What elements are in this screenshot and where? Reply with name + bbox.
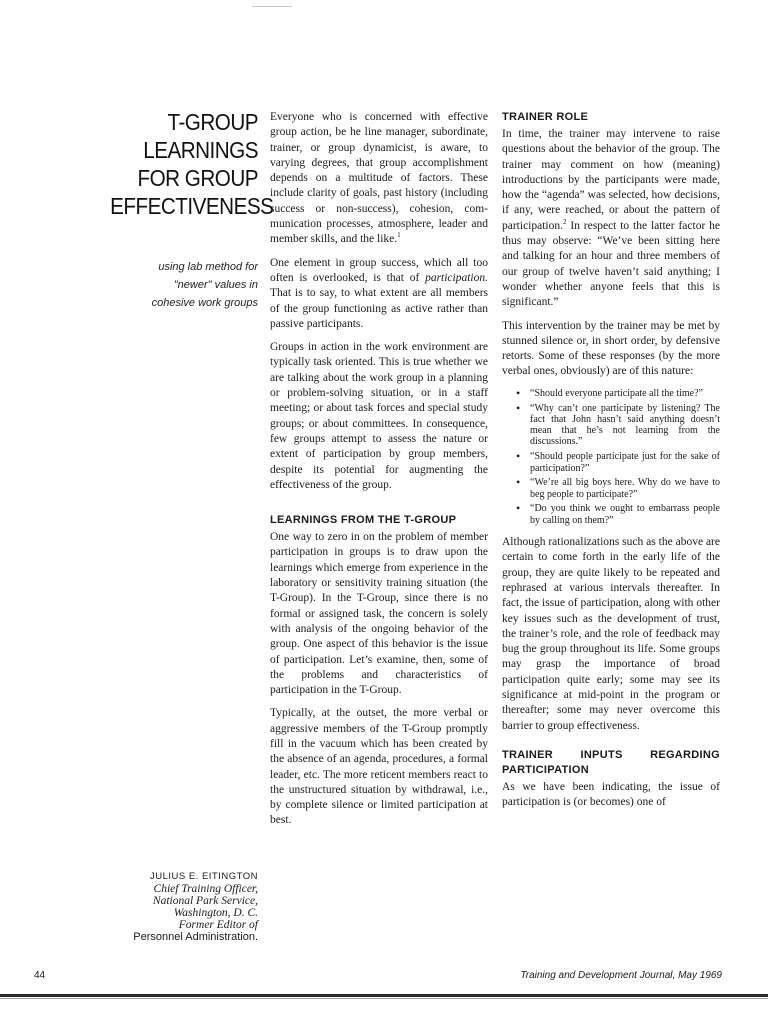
section-heading: TRAINER ROLE [502,111,589,123]
paragraph [270,256,488,332]
top-scan-mark [252,6,292,7]
author-role-line: Washington, D. C. [173,907,258,919]
bottom-rule-shadow [0,998,768,999]
quote-list-item: • “We’re all big boys here. Why do we have to beg people to participate?” [530,477,720,500]
emphasis-text: participation. [425,271,488,284]
author-byline [96,870,258,944]
article-subtitle [110,258,258,312]
subtitle-line: cohesive work groups [151,297,258,309]
paragraph: This intervention by the trainer may be met by stunned silence or, in short order, by defensive retorts. Some of these responses (by the more verbal ones, obviously) are of this nature: [502,319,720,378]
quote-list-item: • “Should people participate just for the sake of participation?” [530,451,720,474]
author-role-line: Former Editor of [178,919,258,931]
column-right [502,110,720,818]
subtitle-line: using lab method for [158,261,258,273]
author-role-line: National Park Service, [152,895,258,907]
paragraph: Although rationalizations such as the above are certain to come forth in the early life of the group, they are quite likely to be repeated and rephrased at various intervals thereafter. In fact, the issue of participation, along with other key issues such as the development of trust, the trainer’s role, and the role of feedback may bug the group throughout its life. Some groups may grasp the importance of broad participation quite early; some may see its significance at mid-point in the program or thereafter; some may never overcome this barrier to group effectiveness. [502,536,720,732]
paragraph-text: In time, the trainer may intervene to raise questions about the behavior of the group. The trainer may comment on how (meaning) introductions by the participants were made, how the “agenda” was selected, how decisions, if any, were reached, or about the pattern of participation. [502,128,720,232]
author-publication: Personnel Administration. [133,931,258,943]
quote-list-item: • “Why can’t one participate by listening? The fact that John hasn’t said anything doesn’t mean that he’s not learning from the discussions.” [530,403,720,448]
quote-list [502,388,720,526]
section-heading: LEARNINGS FROM THE T-GROUP [270,514,457,527]
column-middle [270,110,488,837]
paragraph: One way to zero in on the problem of member participation in groups is to draw upon the learnings which emerge from experience in the laboratory or sensitivity training situation (the T-Group). In the T-Group, since there is no formal or assigned task, the concern is solely with analysis of the ongoing behavior of the group. One aspect of this behavior is the issue of participation. Let’s examine, then, some of the problems and characteristics of participation in the T-Group. [270,531,488,697]
paragraph [270,110,488,248]
bottom-rule [0,994,768,997]
footnote-ref: 2 [563,217,567,226]
paragraph-text: In respect to the latter factor he thus may observe: “We’ve been sitting here and talking for an hour and three members of our group of twelve haven’t said anything; I wonder whether anyone feels that this is significant.” [502,219,720,309]
quote-list-item: • “Should everyone participate all the time?” [530,388,720,399]
subtitle-line: "newer" values in [173,279,258,291]
footnote-ref: 1 [397,231,401,240]
journal-footer: Training and Development Journal, May 1969 [520,970,722,981]
title-line: T-GROUP [167,109,258,135]
title-line: EFFECTIVENESS [110,193,274,219]
page-number: 44 [34,970,46,981]
quote-list-item: • “Do you think we ought to embarrass people by calling on them?” [530,503,720,526]
author-name: JULIUS E. EITINGTON [149,871,258,882]
title-line: LEARNINGS [143,137,258,163]
paragraph: As we have been indicating, the issue of participation is (or becomes) one of [502,780,720,809]
author-role-line: Chief Training Officer, [153,883,258,895]
paragraph-text: One element in group success, which all too often is overlooked, is that of [270,256,488,284]
paragraph-text: Everyone who is concerned with effective group action, be he line manager, subordinate, trainer, or group dynamicist, is aware, to varying degrees, that group accomplishment depends on a multitude of factors. These include clarity of goals, past history (including success or non-success), cohesion, communication processes, atmosphere, leader and member skills, and the like. [270,111,488,246]
title-block [90,108,274,220]
title-line: FOR GROUP [137,165,258,191]
paragraph: Groups in action in the work environment are typically task oriented. This is true whether we are talking about the work group in a planning or problem-solving situation, or in a staff meeting; or about task forces and special study groups; or about committees. In consequence, few groups attempt to assess the nature or extent of participation by group members, despite its potential for augmenting the effectiveness of the group. [270,341,488,491]
paragraph-text: That is to say, to what extent are all members of the group functioning as active rather than passive participants. [270,287,488,330]
section-heading: TRAINER INPUTS REGARDING PARTICIPATION [502,748,720,776]
paragraph: Typically, at the outset, the more verbal or aggressive members of the T-Group promptly fill in the vacuum which has been created by the absence of an agenda, procedures, a formal leader, etc. The more reticent members react to the unstructured situation by withdrawal, i.e., by complete silence or limited participation at best. [270,707,488,827]
article-title [110,108,274,220]
paragraph [502,127,720,311]
